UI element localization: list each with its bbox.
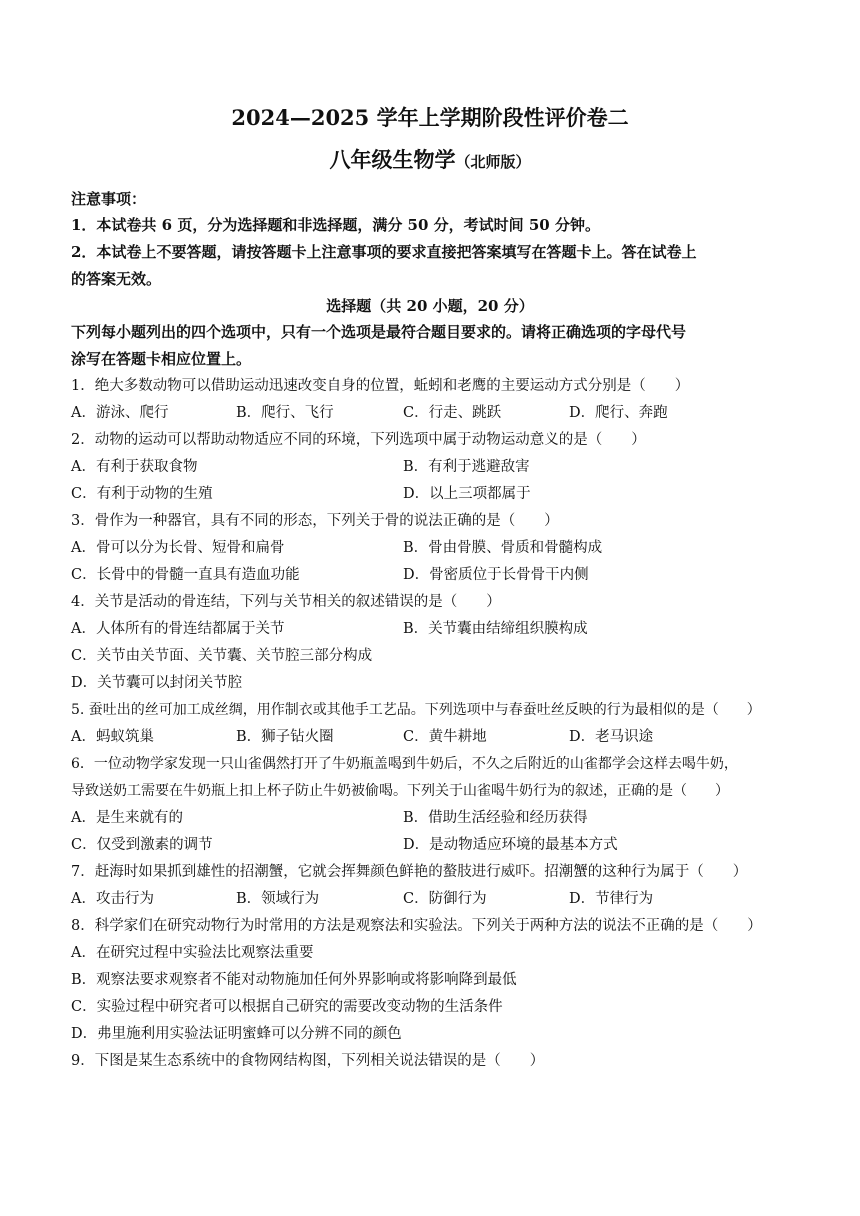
notice-item-2-line-1: 2．本试卷上不要答题，请按答题卡上注意事项的要求直接把答案填写在答题卡上。答在试卷上 [71,243,697,261]
question-8-option-d: D．弗里施利用实验法证明蜜蜂可以分辨不同的颜色 [71,1026,402,1042]
notice-item-1: 1．本试卷共 6 页，分为选择题和非选择题，满分 50 分，考试时间 50 分钟。 [71,216,600,234]
question-4-option-a: A．人体所有的骨连结都属于关节 [71,621,285,637]
question-1-option-a: A．游泳、爬行 [71,405,169,421]
question-4-option-d: D．关节囊可以封闭关节腔 [71,675,243,691]
question-1-option-d: D．爬行、奔跑 [569,405,668,421]
question-6-stem-line-1: 6．一位动物学家发现一只山雀偶然打开了牛奶瓶盖喝到牛奶后，不久之后附近的山雀都学会这样去喝牛奶， [71,756,738,772]
question-3-option-d: D．骨密质位于长骨骨干内侧 [403,567,589,583]
subtitle-main: 八年级生物学 [329,147,456,172]
notice-heading: 注意事项： [71,190,147,208]
question-3-option-a: A．骨可以分为长骨、短骨和扁骨 [71,540,285,556]
question-6-stem-line-2: 导致送奶工需要在牛奶瓶上扣上杯子防止牛奶被偷喝。下列关于山雀喝牛奶行为的叙述，正确的是（ ） [71,783,729,799]
question-8-option-b: B．观察法要求观察者不能对动物施加任何外界影响或将影响降到最低 [71,972,517,988]
question-5-option-b: B．狮子钻火圈 [236,729,334,745]
question-3-option-b: B．骨由骨膜、骨质和骨髓构成 [403,540,603,556]
section-instruction-line-1: 下列每小题列出的四个选项中，只有一个选项是最符合题目要求的。请将正确选项的字母代号 [71,323,687,341]
question-6-option-b: B．借助生活经验和经历获得 [403,810,588,826]
section-instruction-line-2: 涂写在答题卡相应位置上。 [71,350,252,368]
question-5-option-c: C．黄牛耕地 [403,729,487,745]
question-1-option-b: B．爬行、飞行 [236,405,334,421]
question-3-stem: 3．骨作为一种器官，具有不同的形态，下列关于骨的说法正确的是（ ） [71,513,559,529]
question-6-option-d: D．是动物适应环境的最基本方式 [403,837,618,853]
notice-item-2-line-2: 的答案无效。 [71,270,162,288]
question-9-stem: 9．下图是某生态系统中的食物网结构图，下列相关说法错误的是（ ） [71,1053,545,1069]
subtitle-edition: （北师版） [455,153,531,171]
question-7-option-d: D．节律行为 [569,891,654,907]
question-6-option-c: C．仅受到激素的调节 [71,837,213,853]
question-1-option-c: C．行走、跳跃 [403,405,502,421]
question-2-option-d: D．以上三项都属于 [403,486,531,502]
question-5-option-d: D．老马识途 [569,729,654,745]
question-7-option-c: C．防御行为 [403,891,487,907]
section-title: 选择题（共 20 小题，20 分） [326,297,534,315]
question-1-stem: 1．绝大多数动物可以借助运动迅速改变自身的位置，蚯蚓和老鹰的主要运动方式分别是（ ） [71,378,690,394]
question-8-option-c: C．实验过程中研究者可以根据自己研究的需要改变动物的生活条件 [71,999,503,1015]
question-8-stem: 8．科学家们在研究动物行为时常用的方法是观察法和实验法。下列关于两种方法的说法不正确的是（ ） [71,918,762,934]
exam-subtitle [0,146,860,176]
question-4-option-b: B．关节囊由结缔组织膜构成 [403,621,588,637]
question-8-option-a: A．在研究过程中实验法比观察法重要 [71,945,314,961]
question-4-stem: 4．关节是活动的骨连结，下列与关节相关的叙述错误的是（ ） [71,594,501,610]
question-5-option-a: A．蚂蚁筑巢 [71,729,154,745]
question-4-option-c: C．关节由关节面、关节囊、关节腔三部分构成 [71,648,373,664]
question-7-option-b: B．领域行为 [236,891,320,907]
question-2-option-b: B．有利于逃避敌害 [403,459,530,475]
question-5-stem: 5. 蚕吐出的丝可加工成丝绸，用作制衣或其他手工艺品。下列选项中与春蚕吐丝反映的行为最相似的是（ ） [71,702,761,718]
question-3-option-c: C．长骨中的骨髓一直具有造血功能 [71,567,300,583]
question-6-option-a: A．是生来就有的 [71,810,183,826]
question-2-option-a: A．有利于获取食物 [71,459,198,475]
question-2-stem: 2．动物的运动可以帮助动物适应不同的环境，下列选项中属于动物运动意义的是（ ） [71,432,646,448]
question-7-option-a: A．攻击行为 [71,891,154,907]
question-2-option-c: C．有利于动物的生殖 [71,486,213,502]
exam-title: 2024—2025 学年上学期阶段性评价卷二 [231,105,629,130]
question-7-stem: 7．赶海时如果抓到雄性的招潮蟹，它就会挥舞颜色鲜艳的螯肢进行威吓。招潮蟹的这种行为属于（ ） [71,864,748,880]
